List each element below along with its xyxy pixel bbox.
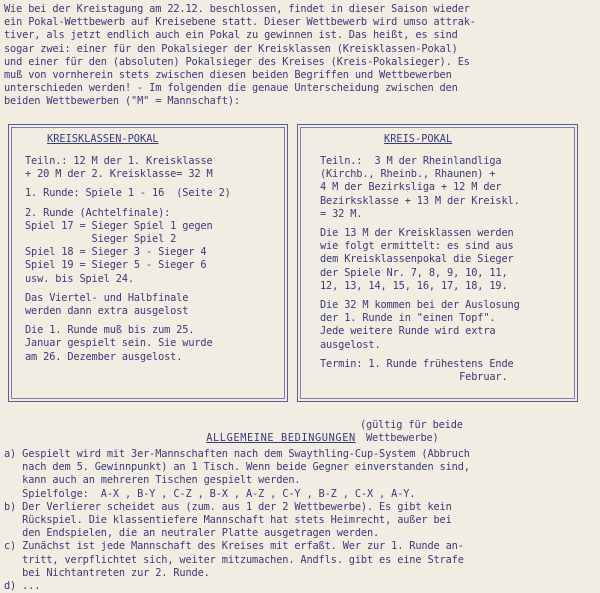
intro-paragraph <box>4 3 476 109</box>
box-text-line: Das Viertel- und Halbfinale <box>25 291 189 304</box>
box-text-line: wie folgt ermittelt: es sind aus <box>320 240 514 253</box>
box-text-line: Die 1. Runde muß bis zum 25. <box>25 324 195 337</box>
condition-line: Spielfolge: A-X , B-Y , C-Z , B-X , A-Z , C-Y , B-Z , C-X , A-Y. <box>4 487 416 500</box>
box-text-line: Spiel 19 = Sieger 5 - Sieger 6 <box>25 259 207 272</box>
box-text-line: 1. Runde: Spiele 1 - 16 (Seite 2) <box>25 187 231 200</box>
condition-line: d) ... <box>4 580 41 593</box>
box-text-line: werden dann extra ausgelost <box>25 305 189 318</box>
box-text-line: Januar gespielt sein. Sie wurde <box>25 337 213 350</box>
box-text-line: usw. bis Spiel 24. <box>25 272 134 285</box>
box-text-line: + 20 M der 2. Kreisklasse= 32 M <box>25 168 213 181</box>
box-text-line: ausgelost. <box>320 338 381 351</box>
kreisklassen-pokal-content <box>25 155 231 364</box>
box-text-line: Die 32 M kommen bei der Auslosung <box>320 299 520 312</box>
intro-line: ein Pokal-Wettbewerb auf Kreisebene statt. Dieser Wettbewerb wird umso attrak- <box>4 16 476 29</box>
box-text-line: Spiel 17 = Sieger Spiel 1 gegen <box>25 219 213 232</box>
intro-line: tiver, als jetzt endlich auch ein Pokal zu gewinnen ist. Das heißt, es sind <box>4 29 458 42</box>
intro-line: sogar zwei: einer für den Pokalsieger der Kreisklassen (Kreisklassen-Pokal) <box>4 42 458 55</box>
condition-line: tritt, verpflichtet sich, weiter mitzumachen. Andfls. gibt es eine Strafe <box>4 553 464 566</box>
box-text-line: 4 M der Bezirksliga + 12 M der <box>320 181 502 194</box>
box-text-line: = 32 M. <box>320 207 363 220</box>
conditions-heading: ALLGEMEINE BEDINGUNGEN <box>206 432 356 445</box>
box-text-line: der Spiele Nr. 7, 8, 9, 10, 11, <box>320 266 508 279</box>
intro-line: und einer für den (absoluten) Pokalsieger des Kreises (Kreis-Pokalsieger). Es <box>4 55 470 68</box>
kreis-pokal-box <box>297 124 578 402</box>
kreisklassen-pokal-title: KREISKLASSEN-POKAL <box>47 133 159 145</box>
condition-line: b) Der Verlierer scheidet aus (zum. aus 1 der 2 Wettbewerbe). Es gibt kein <box>4 500 452 513</box>
box-text-line: Termin: 1. Runde frühestens Ende <box>320 357 514 370</box>
box-text-line: Teiln.: 3 M der Rheinlandliga <box>320 155 502 167</box>
condition-line: bei Nichtantreten zur 2. Runde. <box>4 566 210 579</box>
kreisklassen-pokal-box <box>8 124 288 402</box>
box-text-line: am 26. Dezember ausgelost. <box>25 350 183 363</box>
condition-line: den Endspielen, die an neutraler Platte ausgetragen werden. <box>4 527 380 540</box>
box-text-line: Februar. <box>320 371 508 384</box>
conditions-note <box>360 419 463 445</box>
intro-line: muß von vornherein stets zwischen diesen beiden Begriffen und Wettbewerben <box>4 69 452 82</box>
box-text-line: Jede weitere Runde wird extra <box>320 325 496 338</box>
box-text-line: Teiln.: 12 M der 1. Kreisklasse <box>25 155 213 167</box>
conditions-note-line: Wettbewerbe) <box>366 432 439 445</box>
condition-line: nach dem 5. Gewinnpunkt) an 1 Tisch. Wenn beide Gegner einverstanden sind, <box>4 461 470 474</box>
box-text-line: der 1. Runde in "einen Topf". <box>320 312 496 325</box>
condition-line: kann auch an mehreren Tischen gespielt werden. <box>4 474 301 487</box>
box-text-line: 2. Runde (Achtelfinale): <box>25 206 171 219</box>
box-text-line: Die 13 M der Kreisklassen werden <box>320 227 514 240</box>
box-text-line: Sieger Spiel 2 <box>25 233 177 246</box>
intro-line: unterschieden werden! - Im folgenden die genaue Unterscheidung zwischen den <box>4 82 458 95</box>
intro-line: Wie bei der Kreistagung am 22.12. beschlossen, findet in dieser Saison wieder <box>4 3 470 15</box>
condition-line: a) Gespielt wird mit 3er-Mannschaften nach dem Swaythling-Cup-System (Abbruch <box>4 448 470 460</box>
conditions-list <box>4 448 470 593</box>
box-text-line: dem Kreisklassenpokal die Sieger <box>320 253 514 266</box>
conditions-note-line: (gültig für beide <box>360 419 463 431</box>
box-text-line: (Kirchb., Rheinb., Rhaunen) + <box>320 168 496 181</box>
box-text-line: Bezirksklasse + 13 M der Kreiskl. <box>320 194 520 207</box>
box-text-line: Spiel 18 = Sieger 3 - Sieger 4 <box>25 246 207 259</box>
intro-line: beiden Wettbewerben ("M" = Mannschaft): <box>4 95 240 108</box>
kreis-pokal-content <box>320 155 520 384</box>
kreis-pokal-title: KREIS-POKAL <box>384 133 453 145</box>
condition-line: Rückspiel. Die klassentiefere Mannschaft hat stets Heimrecht, außer bei <box>4 514 452 527</box>
box-text-line: 12, 13, 14, 15, 16, 17, 18, 19. <box>320 279 508 292</box>
condition-line: c) Zunächst ist jede Mannschaft des Kreises mit erfaßt. Wer zur 1. Runde an- <box>4 540 464 553</box>
